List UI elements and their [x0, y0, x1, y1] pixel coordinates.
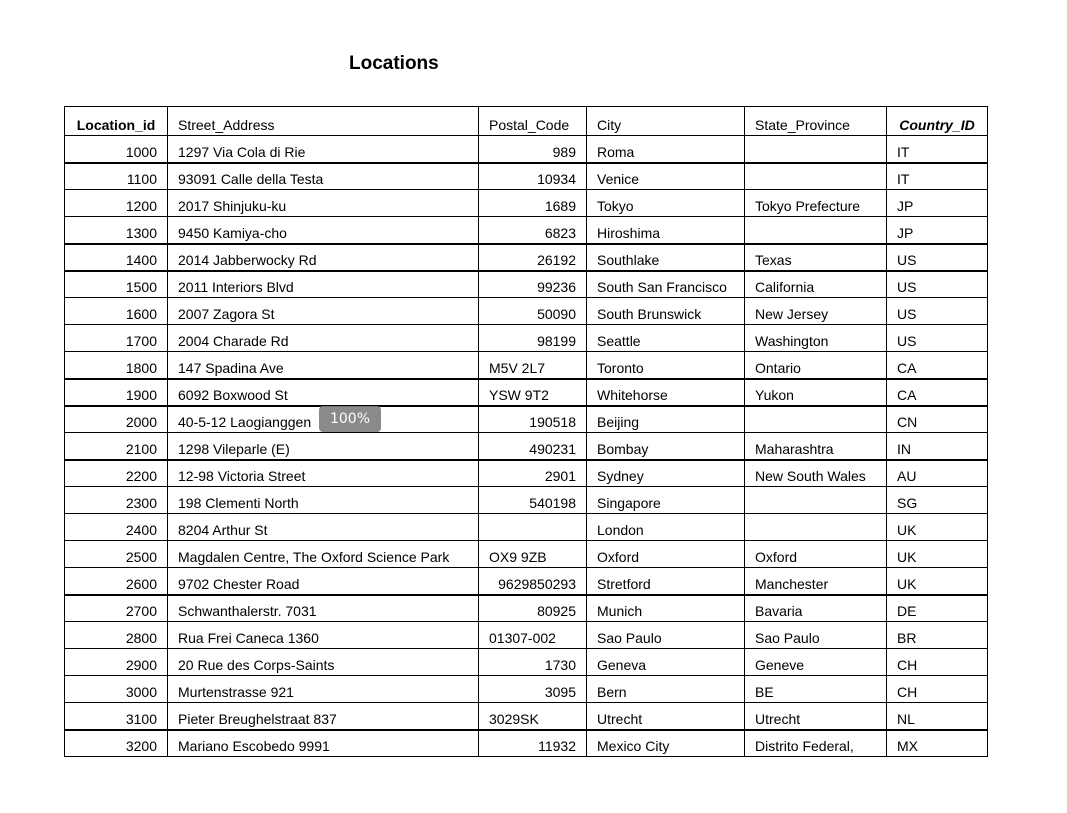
cell-state-province: Utrecht	[745, 703, 887, 730]
cell-country-id: MX	[887, 730, 988, 757]
cell-postal-code: 490231	[479, 433, 587, 460]
cell-country-id: DE	[887, 595, 988, 622]
table-row	[65, 649, 988, 676]
cell-postal-code: 540198	[479, 487, 587, 514]
cell-street-address: 12-98 Victoria Street	[168, 460, 479, 487]
cell-city: Oxford	[587, 541, 745, 568]
cell-postal-code: 190518	[479, 406, 587, 433]
header-location-id: Location_id	[65, 107, 168, 136]
cell-state-province: Bavaria	[745, 595, 887, 622]
cell-street-address: Murtenstrasse 921	[168, 676, 479, 703]
cell-state-province: New South Wales	[745, 460, 887, 487]
cell-state-province: Sao Paulo	[745, 622, 887, 649]
cell-state-province	[745, 514, 887, 541]
cell-country-id: JP	[887, 217, 988, 244]
cell-street-address: 8204 Arthur St	[168, 514, 479, 541]
cell-state-province: Ontario	[745, 352, 887, 379]
cell-postal-code: 99236	[479, 271, 587, 298]
cell-city: Hiroshima	[587, 217, 745, 244]
cell-location-id: 1300	[65, 217, 168, 244]
cell-country-id: US	[887, 244, 988, 271]
cell-country-id: UK	[887, 568, 988, 595]
header-country-id: Country_ID	[887, 107, 988, 136]
cell-country-id: CH	[887, 676, 988, 703]
cell-country-id: NL	[887, 703, 988, 730]
cell-state-province: Oxford	[745, 541, 887, 568]
cell-postal-code: 3029SK	[479, 703, 587, 730]
cell-country-id: US	[887, 271, 988, 298]
cell-street-address: 9450 Kamiya-cho	[168, 217, 479, 244]
page-title: Locations	[349, 53, 439, 74]
table-row	[65, 541, 988, 568]
table-row	[65, 298, 988, 325]
cell-postal-code: 3095	[479, 676, 587, 703]
cell-city: Beijing	[587, 406, 745, 433]
cell-street-address: 2007 Zagora St	[168, 298, 479, 325]
table-row	[65, 730, 988, 757]
cell-country-id: IN	[887, 433, 988, 460]
cell-postal-code: 2901	[479, 460, 587, 487]
cell-city: Geneva	[587, 649, 745, 676]
cell-street-address: Schwanthalerstr. 7031	[168, 595, 479, 622]
cell-location-id: 3200	[65, 730, 168, 757]
cell-state-province: Distrito Federal,	[745, 730, 887, 757]
cell-state-province: Texas	[745, 244, 887, 271]
cell-location-id: 1200	[65, 190, 168, 217]
cell-state-province	[745, 406, 887, 433]
cell-country-id: US	[887, 325, 988, 352]
cell-street-address: 93091 Calle della Testa	[168, 163, 479, 190]
table-row	[65, 568, 988, 595]
cell-location-id: 1000	[65, 136, 168, 163]
cell-street-address: 40-5-12 Laogianggen	[168, 406, 479, 433]
cell-street-address: 2004 Charade Rd	[168, 325, 479, 352]
locations-table	[64, 106, 988, 757]
table-row	[65, 406, 988, 433]
table-row	[65, 190, 988, 217]
cell-street-address: Pieter Breughelstraat 837	[168, 703, 479, 730]
cell-state-province	[745, 217, 887, 244]
table-row	[65, 217, 988, 244]
cell-location-id: 1400	[65, 244, 168, 271]
cell-state-province: Tokyo Prefecture	[745, 190, 887, 217]
cell-state-province: New Jersey	[745, 298, 887, 325]
cell-location-id: 1700	[65, 325, 168, 352]
cell-street-address: 6092 Boxwood St	[168, 379, 479, 406]
table-row	[65, 352, 988, 379]
cell-location-id: 1800	[65, 352, 168, 379]
table-row	[65, 136, 988, 163]
header-postal-code: Postal_Code	[479, 107, 587, 136]
cell-city: Roma	[587, 136, 745, 163]
cell-city: Sao Paulo	[587, 622, 745, 649]
cell-postal-code: 98199	[479, 325, 587, 352]
cell-street-address: 2017 Shinjuku-ku	[168, 190, 479, 217]
cell-location-id: 2900	[65, 649, 168, 676]
cell-state-province: Maharashtra	[745, 433, 887, 460]
cell-city: South San Francisco	[587, 271, 745, 298]
cell-street-address: 147 Spadina Ave	[168, 352, 479, 379]
cell-city: Toronto	[587, 352, 745, 379]
cell-postal-code: 6823	[479, 217, 587, 244]
cell-country-id: CH	[887, 649, 988, 676]
cell-postal-code	[479, 514, 587, 541]
cell-country-id: CA	[887, 352, 988, 379]
cell-postal-code: 50090	[479, 298, 587, 325]
cell-state-province	[745, 163, 887, 190]
cell-city: London	[587, 514, 745, 541]
cell-street-address: Mariano Escobedo 9991	[168, 730, 479, 757]
table-row	[65, 622, 988, 649]
table-body	[65, 136, 988, 757]
cell-street-address: Magdalen Centre, The Oxford Science Park	[168, 541, 479, 568]
cell-postal-code: 01307-002	[479, 622, 587, 649]
cell-postal-code: 80925	[479, 595, 587, 622]
cell-state-province: BE	[745, 676, 887, 703]
cell-country-id: IT	[887, 136, 988, 163]
table-row	[65, 379, 988, 406]
cell-city: Mexico City	[587, 730, 745, 757]
cell-country-id: BR	[887, 622, 988, 649]
table-row	[65, 514, 988, 541]
cell-postal-code: 989	[479, 136, 587, 163]
cell-location-id: 2600	[65, 568, 168, 595]
zoom-level-badge: 100%	[319, 406, 381, 432]
cell-state-province: Geneve	[745, 649, 887, 676]
cell-city: Tokyo	[587, 190, 745, 217]
cell-street-address: 1298 Vileparle (E)	[168, 433, 479, 460]
cell-city: Bombay	[587, 433, 745, 460]
table-row	[65, 163, 988, 190]
cell-country-id: UK	[887, 514, 988, 541]
cell-postal-code: OX9 9ZB	[479, 541, 587, 568]
table-header-row	[65, 107, 988, 136]
cell-city: Venice	[587, 163, 745, 190]
cell-state-province: Manchester	[745, 568, 887, 595]
cell-location-id: 2700	[65, 595, 168, 622]
header-state-province: State_Province	[745, 107, 887, 136]
cell-postal-code: YSW 9T2	[479, 379, 587, 406]
cell-location-id: 2500	[65, 541, 168, 568]
table-row	[65, 433, 988, 460]
table-row	[65, 244, 988, 271]
cell-city: South Brunswick	[587, 298, 745, 325]
cell-country-id: JP	[887, 190, 988, 217]
cell-city: Whitehorse	[587, 379, 745, 406]
cell-city: Munich	[587, 595, 745, 622]
table-row	[65, 271, 988, 298]
cell-city: Singapore	[587, 487, 745, 514]
cell-location-id: 1100	[65, 163, 168, 190]
cell-location-id: 2400	[65, 514, 168, 541]
table-row	[65, 325, 988, 352]
cell-location-id: 2800	[65, 622, 168, 649]
cell-city: Utrecht	[587, 703, 745, 730]
cell-street-address: Rua Frei Caneca 1360	[168, 622, 479, 649]
cell-street-address: 20 Rue des Corps-Saints	[168, 649, 479, 676]
cell-state-province: Yukon	[745, 379, 887, 406]
cell-location-id: 2000	[65, 406, 168, 433]
cell-country-id: US	[887, 298, 988, 325]
cell-postal-code: 10934	[479, 163, 587, 190]
cell-city: Stretford	[587, 568, 745, 595]
cell-country-id: IT	[887, 163, 988, 190]
cell-street-address: 2011 Interiors Blvd	[168, 271, 479, 298]
cell-state-province: Washington	[745, 325, 887, 352]
table-row	[65, 595, 988, 622]
cell-location-id: 2300	[65, 487, 168, 514]
cell-country-id: CN	[887, 406, 988, 433]
cell-state-province	[745, 136, 887, 163]
table-row	[65, 703, 988, 730]
cell-location-id: 1900	[65, 379, 168, 406]
cell-state-province	[745, 487, 887, 514]
cell-location-id: 2200	[65, 460, 168, 487]
cell-city: Seattle	[587, 325, 745, 352]
table-row	[65, 487, 988, 514]
cell-country-id: AU	[887, 460, 988, 487]
cell-location-id: 3000	[65, 676, 168, 703]
cell-city: Bern	[587, 676, 745, 703]
cell-location-id: 1500	[65, 271, 168, 298]
header-city: City	[587, 107, 745, 136]
cell-postal-code: 26192	[479, 244, 587, 271]
cell-street-address: 198 Clementi North	[168, 487, 479, 514]
cell-state-province: California	[745, 271, 887, 298]
cell-postal-code: 9629850293	[479, 568, 587, 595]
table-row	[65, 676, 988, 703]
cell-postal-code: M5V 2L7	[479, 352, 587, 379]
cell-country-id: CA	[887, 379, 988, 406]
cell-street-address: 9702 Chester Road	[168, 568, 479, 595]
cell-country-id: SG	[887, 487, 988, 514]
cell-postal-code: 1730	[479, 649, 587, 676]
cell-street-address: 2014 Jabberwocky Rd	[168, 244, 479, 271]
header-street-address: Street_Address	[168, 107, 479, 136]
cell-location-id: 3100	[65, 703, 168, 730]
table-row	[65, 460, 988, 487]
cell-postal-code: 11932	[479, 730, 587, 757]
cell-city: Southlake	[587, 244, 745, 271]
cell-city: Sydney	[587, 460, 745, 487]
cell-location-id: 2100	[65, 433, 168, 460]
cell-postal-code: 1689	[479, 190, 587, 217]
cell-country-id: UK	[887, 541, 988, 568]
cell-street-address: 1297 Via Cola di Rie	[168, 136, 479, 163]
cell-location-id: 1600	[65, 298, 168, 325]
